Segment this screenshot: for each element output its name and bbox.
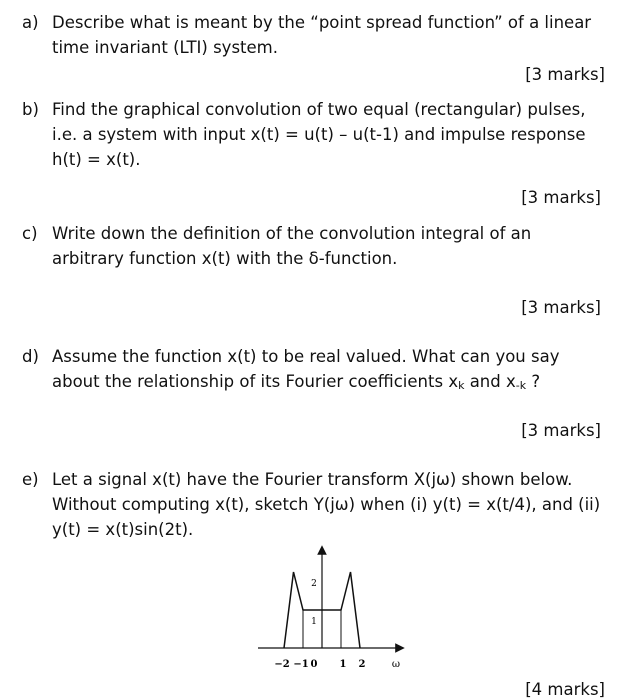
tick-label-2: 2: [358, 659, 366, 670]
question-e-marks: [4 marks]: [525, 680, 605, 699]
coefficient-x-negk: x-k: [506, 372, 527, 392]
question-e-line-1: Let a signal x(t) have the Fourier transform X(jω) shown below.: [52, 470, 573, 489]
question-d-label: d): [22, 347, 39, 366]
question-c-label: c): [22, 224, 38, 243]
question-d-line-2: [52, 372, 540, 394]
tick-label-neg1: −1: [293, 659, 309, 670]
question-b-label: b): [22, 100, 39, 119]
question-d-line-1: Assume the function x(t) to be real valued. What can you say: [52, 347, 560, 366]
question-d-marks: [3 marks]: [521, 421, 601, 440]
question-c-marks: [3 marks]: [521, 298, 601, 317]
question-e-label: e): [22, 470, 39, 489]
y-label-2: 2: [311, 579, 317, 589]
coefficient-xk: xk: [448, 372, 465, 392]
question-c-line-1: Write down the definition of the convolution integral of an: [52, 224, 532, 243]
tick-label-0: 0: [310, 659, 318, 670]
question-c-line-2: arbitrary function x(t) with the δ-function.: [52, 249, 398, 268]
question-d-and: and: [464, 372, 506, 391]
omega-axis-label: ω: [391, 659, 401, 670]
question-a-marks: [3 marks]: [525, 65, 605, 84]
question-e-line-2: Without computing x(t), sketch Y(jω) when (i) y(t) = x(t/4), and (ii): [52, 495, 601, 514]
fourier-transform-figure: [250, 538, 420, 678]
question-a-line-2: time invariant (LTI) system.: [52, 38, 278, 57]
question-b-line-2: i.e. a system with input x(t) = u(t) – u(t-1) and impulse response: [52, 125, 586, 144]
question-a-label: a): [22, 13, 39, 32]
question-b-line-3: h(t) = x(t).: [52, 150, 141, 169]
y-label-1: 1: [311, 617, 317, 627]
question-d-line-2-suffix: ?: [526, 372, 541, 391]
question-a-line-1: Describe what is meant by the “point spread function” of a linear: [52, 13, 592, 32]
question-b-marks: [3 marks]: [521, 188, 601, 207]
question-b-line-1: Find the graphical convolution of two equal (rectangular) pulses,: [52, 100, 586, 119]
question-d-line-2-prefix: about the relationship of its Fourier coefficients: [52, 372, 449, 391]
question-e-line-3: y(t) = x(t)sin(2t).: [52, 520, 194, 539]
tick-label-neg2: −2: [274, 659, 290, 670]
tick-label-1: 1: [339, 659, 347, 670]
